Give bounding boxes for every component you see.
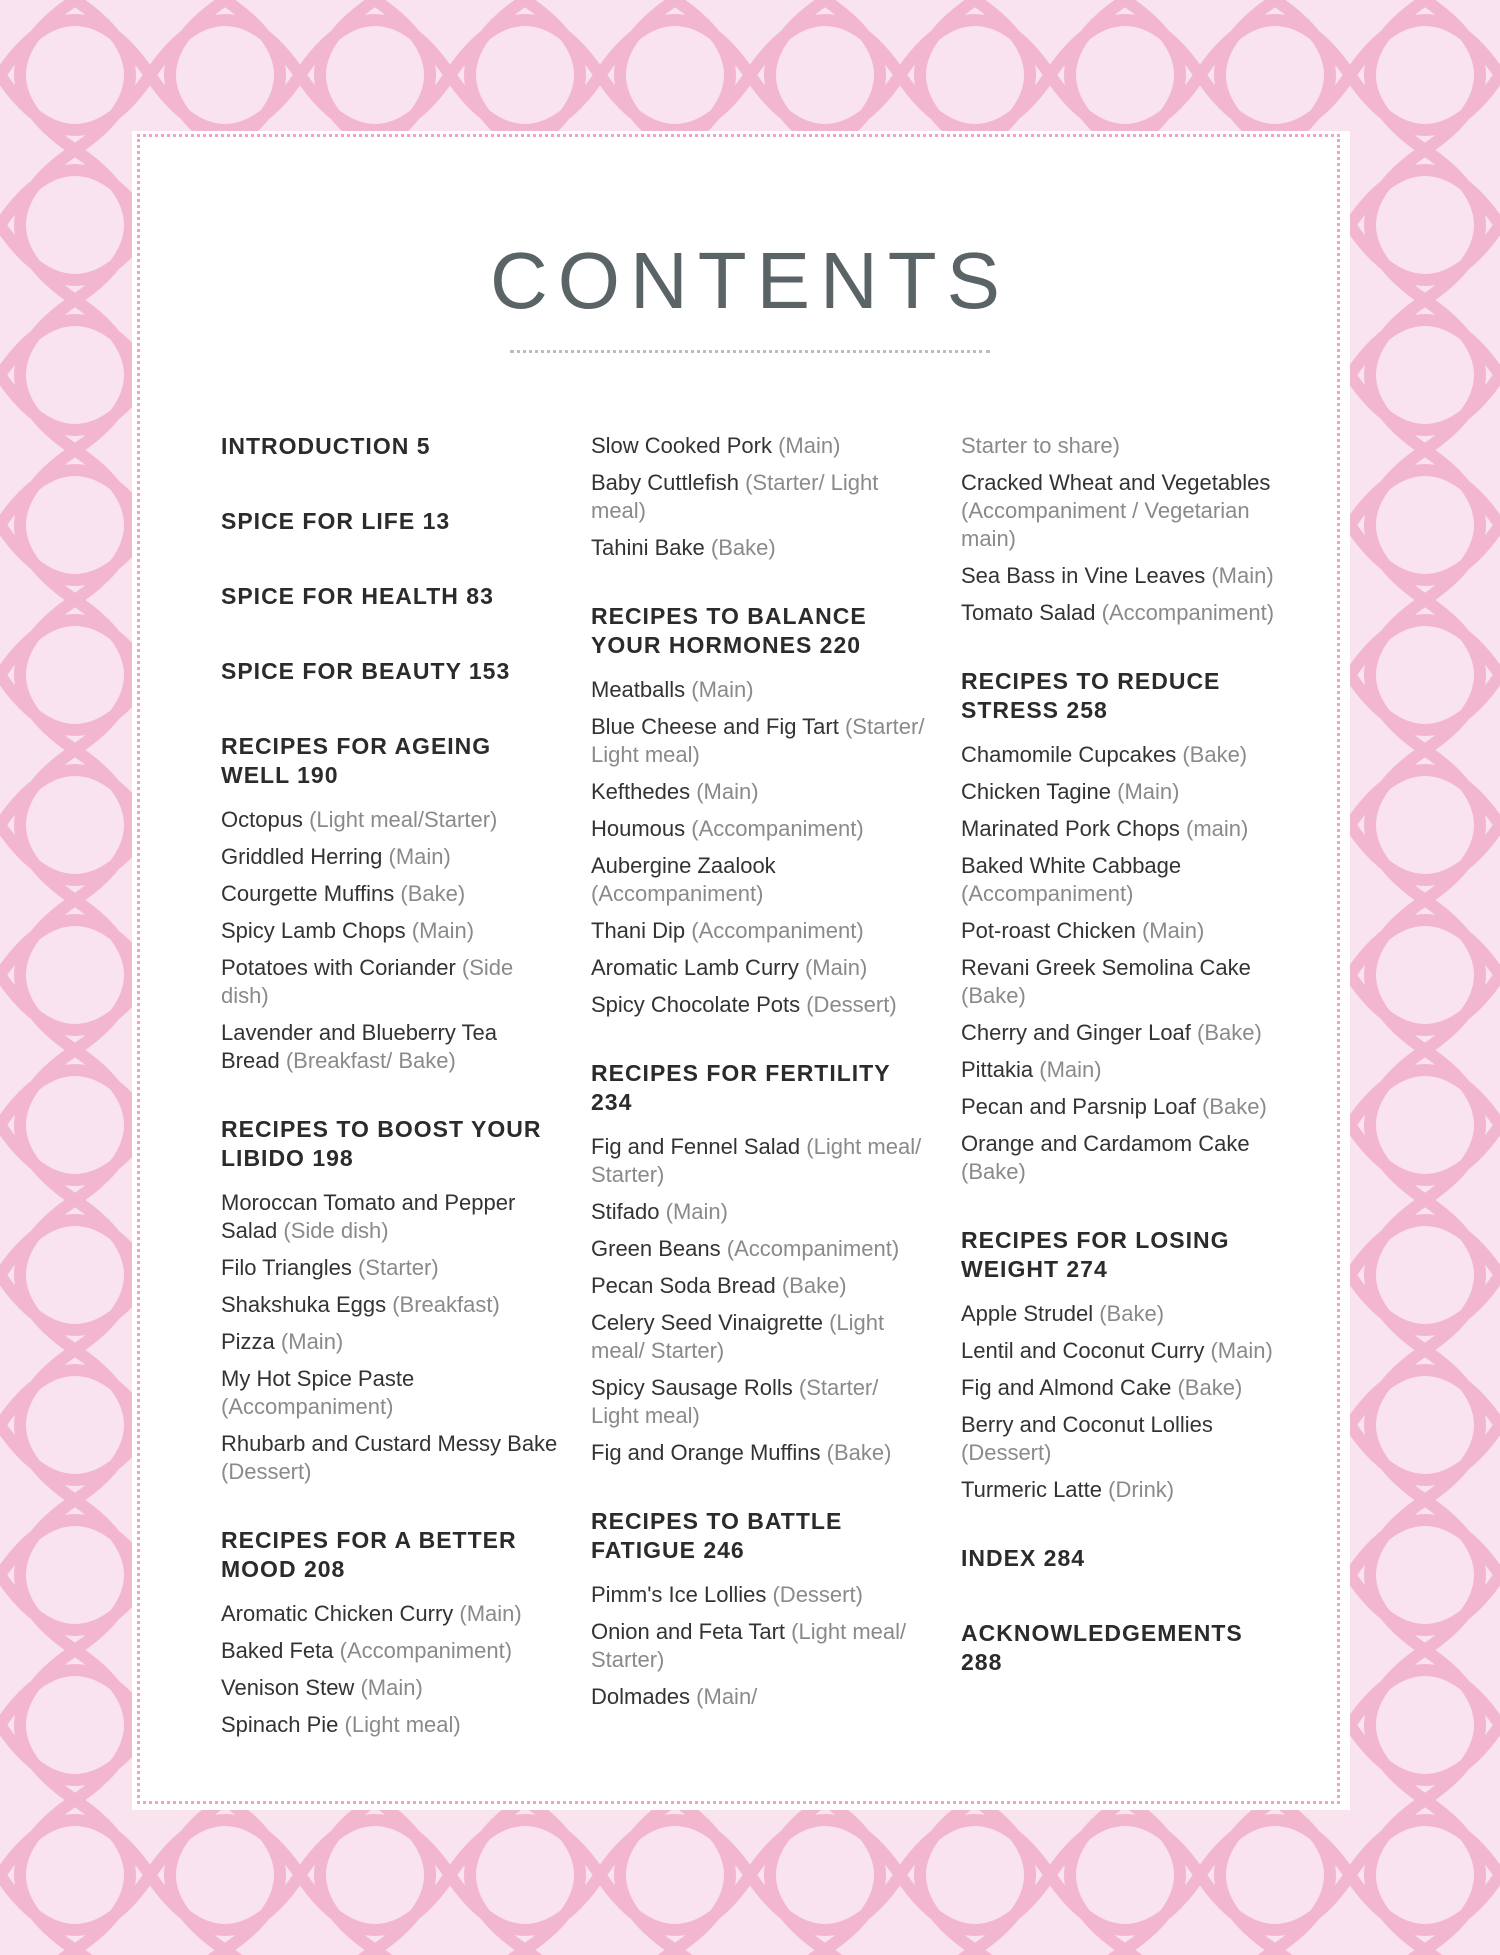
- recipe-entry: [961, 815, 1291, 843]
- recipe-name: Orange and Cardamom Cake: [961, 1131, 1250, 1156]
- recipe-entry: [591, 1235, 931, 1263]
- recipe-name: Baked Feta: [221, 1638, 334, 1663]
- recipe-entry: [591, 1581, 931, 1609]
- section-heading: SPICE FOR LIFE 13: [221, 508, 451, 534]
- recipe-entry: [221, 880, 561, 908]
- recipe-name: Fig and Orange Muffins: [591, 1440, 821, 1465]
- recipe-entry: [961, 741, 1291, 769]
- recipe-entry: [221, 1254, 561, 1282]
- recipe-name: Baby Cuttlefish: [591, 470, 739, 495]
- recipe-entry: [961, 432, 1291, 460]
- recipe-name: Spinach Pie: [221, 1712, 339, 1737]
- section-heading: RECIPES FOR A BETTER MOOD 208: [221, 1527, 517, 1582]
- recipe-entry: [221, 1430, 561, 1486]
- recipe-name: Celery Seed Vinaigrette: [591, 1310, 823, 1335]
- recipe-name: Slow Cooked Pork: [591, 433, 772, 458]
- section-heading: RECIPES TO BOOST YOUR LIBIDO 198: [221, 1116, 542, 1171]
- recipe-category: (Bake): [1182, 742, 1248, 767]
- recipe-category: (Bake): [1201, 1094, 1267, 1119]
- recipe-entry: [591, 676, 931, 704]
- page-title: CONTENTS: [490, 236, 1010, 325]
- recipe-entry: [591, 1439, 931, 1467]
- recipe-category: (Main): [360, 1675, 423, 1700]
- section-heading: INDEX 284: [961, 1545, 1086, 1571]
- section-heading: RECIPES FOR LOSING WEIGHT 274: [961, 1227, 1230, 1282]
- recipe-name: Houmous: [591, 816, 686, 841]
- recipe-name: Filo Triangles: [221, 1255, 352, 1280]
- recipe-category: (Main): [411, 918, 475, 943]
- recipe-name: Aromatic Lamb Curry: [591, 955, 799, 980]
- recipe-entry: [221, 954, 561, 1010]
- section-heading: SPICE FOR BEAUTY 153: [221, 658, 511, 684]
- recipe-name: Cherry and Ginger Loaf: [961, 1020, 1191, 1045]
- recipe-entry: [961, 1093, 1291, 1121]
- recipe-category: (Accompaniment): [1101, 600, 1275, 625]
- recipe-category: (Main): [280, 1329, 344, 1354]
- recipe-name: Cracked Wheat and Vegetables: [961, 470, 1271, 495]
- recipe-entry: [961, 954, 1291, 1010]
- recipe-name: Kefthedes: [591, 779, 691, 804]
- recipe-name: Apple Strudel: [961, 1301, 1094, 1326]
- recipe-category: (Main): [1141, 918, 1205, 943]
- recipe-category: (Main): [1211, 563, 1274, 588]
- recipe-category: (Bake): [826, 1440, 892, 1465]
- recipe-name: Pecan Soda Bread: [591, 1273, 776, 1298]
- section-heading: RECIPES TO REDUCE STRESS 258: [961, 668, 1221, 723]
- recipe-name: My Hot Spice Paste: [221, 1366, 415, 1391]
- recipe-entry: [221, 1600, 561, 1628]
- recipe-entry: [221, 1637, 561, 1665]
- recipe-name: Chicken Tagine: [961, 779, 1112, 804]
- recipe-entry: [221, 917, 561, 945]
- recipe-category: (Accompaniment): [591, 881, 764, 906]
- recipe-entry: [591, 815, 931, 843]
- recipe-entry: [591, 534, 931, 562]
- recipe-name: Lavender and Blueberry Tea Bread: [221, 1020, 498, 1073]
- section-gap: [961, 1195, 1291, 1226]
- recipe-name: Chamomile Cupcakes: [961, 742, 1177, 767]
- recipe-category: (Main): [804, 955, 868, 980]
- recipe-entry: [961, 778, 1291, 806]
- recipe-name: Sea Bass in Vine Leaves: [961, 563, 1206, 588]
- recipe-name: Thani Dip: [591, 918, 686, 943]
- recipe-category: (Main): [388, 844, 451, 869]
- recipe-entry: [591, 852, 931, 908]
- recipe-entry: [591, 1618, 931, 1674]
- recipe-category: (Main): [459, 1601, 522, 1626]
- recipe-entry: [221, 843, 561, 871]
- recipe-name: Potatoes with Coriander: [221, 955, 456, 980]
- recipe-name: Green Beans: [591, 1236, 721, 1261]
- recipe-entry: [961, 1130, 1291, 1186]
- recipe-entry: [221, 1365, 561, 1421]
- recipe-name: Fig and Almond Cake: [961, 1375, 1172, 1400]
- recipe-name: Aubergine Zaalook: [591, 853, 776, 878]
- recipe-entry: [591, 1374, 931, 1430]
- recipe-category: (Main): [665, 1199, 728, 1224]
- recipe-name: Spicy Sausage Rolls: [591, 1375, 793, 1400]
- recipe-name: Rhubarb and Custard Messy Bake: [221, 1431, 558, 1456]
- section-heading: RECIPES FOR AGEING WELL 190: [221, 733, 492, 788]
- recipe-category: (Accompaniment): [726, 1236, 900, 1261]
- recipe-entry: [591, 1133, 931, 1189]
- recipe-name: Pimm's Ice Lollies: [591, 1582, 767, 1607]
- recipe-category: (Side dish): [283, 1218, 389, 1243]
- recipe-category: (Bake): [1177, 1375, 1243, 1400]
- recipe-entry: [221, 1674, 561, 1702]
- recipe-name: Aromatic Chicken Curry: [221, 1601, 454, 1626]
- recipe-category: (Accompaniment): [339, 1638, 513, 1663]
- recipe-category: (Bake): [961, 1159, 1026, 1184]
- recipe-name: Baked White Cabbage: [961, 853, 1182, 878]
- recipe-category: (Main): [696, 779, 759, 804]
- section-gap: [961, 1513, 1291, 1544]
- recipe-entry: [961, 469, 1291, 553]
- section-heading: ACKNOWLEDGEMENTS 288: [961, 1620, 1243, 1675]
- section-heading: RECIPES FOR FERTILITY 234: [591, 1060, 891, 1115]
- recipe-name: Lentil and Coconut Curry: [961, 1338, 1205, 1363]
- recipe-entry: [961, 917, 1291, 945]
- section-gap: [591, 1476, 931, 1507]
- recipe-name: Griddled Herring: [221, 844, 383, 869]
- recipe-category: (Accompaniment): [691, 918, 864, 943]
- recipe-category: (Dessert): [806, 992, 897, 1017]
- section-heading: RECIPES TO BALANCE YOUR HORMONES 220: [591, 603, 867, 658]
- recipe-name: Dolmades: [591, 1684, 691, 1709]
- recipe-category: (Bake): [1099, 1301, 1165, 1326]
- recipe-entry: [961, 1019, 1291, 1047]
- section-gap: [221, 1084, 561, 1115]
- recipe-category: (Bake): [400, 881, 466, 906]
- recipe-name: Octopus: [221, 807, 303, 832]
- recipe-category: (Accompaniment): [691, 816, 864, 841]
- recipe-name: Pittakia: [961, 1057, 1034, 1082]
- recipe-category: (Starter/ Light meal): [591, 470, 879, 523]
- recipe-category: (Dessert): [772, 1582, 863, 1607]
- section-gap: [591, 571, 931, 602]
- recipe-entry: [961, 1476, 1291, 1504]
- recipe-category: (Dessert): [221, 1459, 312, 1484]
- recipe-name: Stifado: [591, 1199, 660, 1224]
- recipe-category: (Starter/ Light meal): [591, 1375, 879, 1428]
- recipe-category: (Light meal/ Starter): [591, 1134, 922, 1187]
- recipe-name: Tahini Bake: [591, 535, 705, 560]
- recipe-name: Spicy Lamb Chops: [221, 918, 406, 943]
- recipe-category: (Bake): [1197, 1020, 1262, 1045]
- recipe-name: Blue Cheese and Fig Tart: [591, 714, 839, 739]
- recipe-category: (Breakfast): [392, 1292, 500, 1317]
- recipe-category: (Main): [691, 677, 754, 702]
- recipe-name: Shakshuka Eggs: [221, 1292, 387, 1317]
- recipe-entry: [961, 1300, 1291, 1328]
- recipe-entry: [591, 991, 931, 1019]
- recipe-name: Onion and Feta Tart: [591, 1619, 786, 1644]
- recipe-category: (Main): [1210, 1338, 1273, 1363]
- recipe-name: Berry and Coconut Lollies: [961, 1412, 1213, 1437]
- recipe-entry: [961, 599, 1291, 627]
- recipe-entry: [961, 1374, 1291, 1402]
- recipe-category: (Light meal/Starter): [309, 807, 498, 832]
- recipe-name: Moroccan Tomato and Pepper Salad: [221, 1190, 516, 1243]
- title-divider: [510, 350, 990, 353]
- recipe-entry: [591, 432, 931, 460]
- recipe-category: (Bake): [961, 983, 1026, 1008]
- recipe-category: (Light meal/ Starter): [591, 1619, 907, 1672]
- recipe-category: (Bake): [781, 1273, 847, 1298]
- recipe-entry: [591, 1198, 931, 1226]
- recipe-entry: [221, 1291, 561, 1319]
- recipe-name: Fig and Fennel Salad: [591, 1134, 801, 1159]
- recipe-entry: [591, 1683, 931, 1711]
- section-heading: INTRODUCTION 5: [221, 433, 431, 459]
- recipe-entry: [961, 1337, 1291, 1365]
- recipe-category: (Accompaniment / Vegetarian main): [961, 498, 1250, 551]
- recipe-name: Turmeric Latte: [961, 1477, 1103, 1502]
- recipe-category: (Main): [778, 433, 841, 458]
- recipe-category: (Starter): [357, 1255, 439, 1280]
- recipe-entry: [221, 1019, 561, 1075]
- recipe-category: (Light meal): [344, 1712, 461, 1737]
- recipe-category: (Main/: [696, 1684, 758, 1709]
- recipe-category: (Light meal/ Starter): [591, 1310, 885, 1363]
- recipe-name: Tomato Salad: [961, 600, 1096, 625]
- recipe-name: Pot-roast Chicken: [961, 918, 1136, 943]
- recipe-category: (Bake): [710, 535, 776, 560]
- section-gap: [221, 1495, 561, 1526]
- contents-column-1: [221, 432, 561, 1748]
- section-heading: RECIPES TO BATTLE FATIGUE 246: [591, 1508, 843, 1563]
- recipe-name: Revani Greek Semolina Cake: [961, 955, 1251, 980]
- recipe-entry: [961, 562, 1291, 590]
- recipe-name: Venison Stew: [221, 1675, 355, 1700]
- recipe-category: (Starter/ Light meal): [591, 714, 925, 767]
- recipe-entry: [591, 1272, 931, 1300]
- recipe-category: (Accompaniment): [961, 881, 1134, 906]
- recipe-name: Meatballs: [591, 677, 686, 702]
- recipe-entry: [221, 1189, 561, 1245]
- recipe-category: (Drink): [1108, 1477, 1175, 1502]
- recipe-entry: [221, 1711, 561, 1739]
- contents-column-3: [961, 432, 1291, 1723]
- recipe-entry: [591, 954, 931, 982]
- recipe-category: Starter to share): [961, 433, 1120, 458]
- recipe-entry: [591, 778, 931, 806]
- recipe-category: (Main): [1039, 1057, 1102, 1082]
- recipe-entry: [591, 1309, 931, 1365]
- recipe-category: (Breakfast/ Bake): [285, 1048, 456, 1073]
- recipe-entry: [591, 469, 931, 525]
- section-gap: [961, 636, 1291, 667]
- recipe-category: (Side dish): [221, 955, 514, 1008]
- section-heading: SPICE FOR HEALTH 83: [221, 583, 494, 609]
- recipe-name: Pizza: [221, 1329, 275, 1354]
- recipe-entry: [591, 713, 931, 769]
- recipe-name: Pecan and Parsnip Loaf: [961, 1094, 1196, 1119]
- recipe-entry: [591, 917, 931, 945]
- recipe-category: (Dessert): [961, 1440, 1052, 1465]
- contents-column-2: [591, 432, 931, 1720]
- recipe-name: Courgette Muffins: [221, 881, 395, 906]
- recipe-entry: [961, 852, 1291, 908]
- recipe-name: Spicy Chocolate Pots: [591, 992, 801, 1017]
- recipe-entry: [961, 1056, 1291, 1084]
- recipe-entry: [961, 1411, 1291, 1467]
- recipe-entry: [221, 1328, 561, 1356]
- recipe-name: Marinated Pork Chops: [961, 816, 1180, 841]
- recipe-category: (Accompaniment): [221, 1394, 394, 1419]
- recipe-category: (Main): [1117, 779, 1180, 804]
- recipe-entry: [221, 806, 561, 834]
- recipe-category: (main): [1186, 816, 1249, 841]
- section-gap: [591, 1028, 931, 1059]
